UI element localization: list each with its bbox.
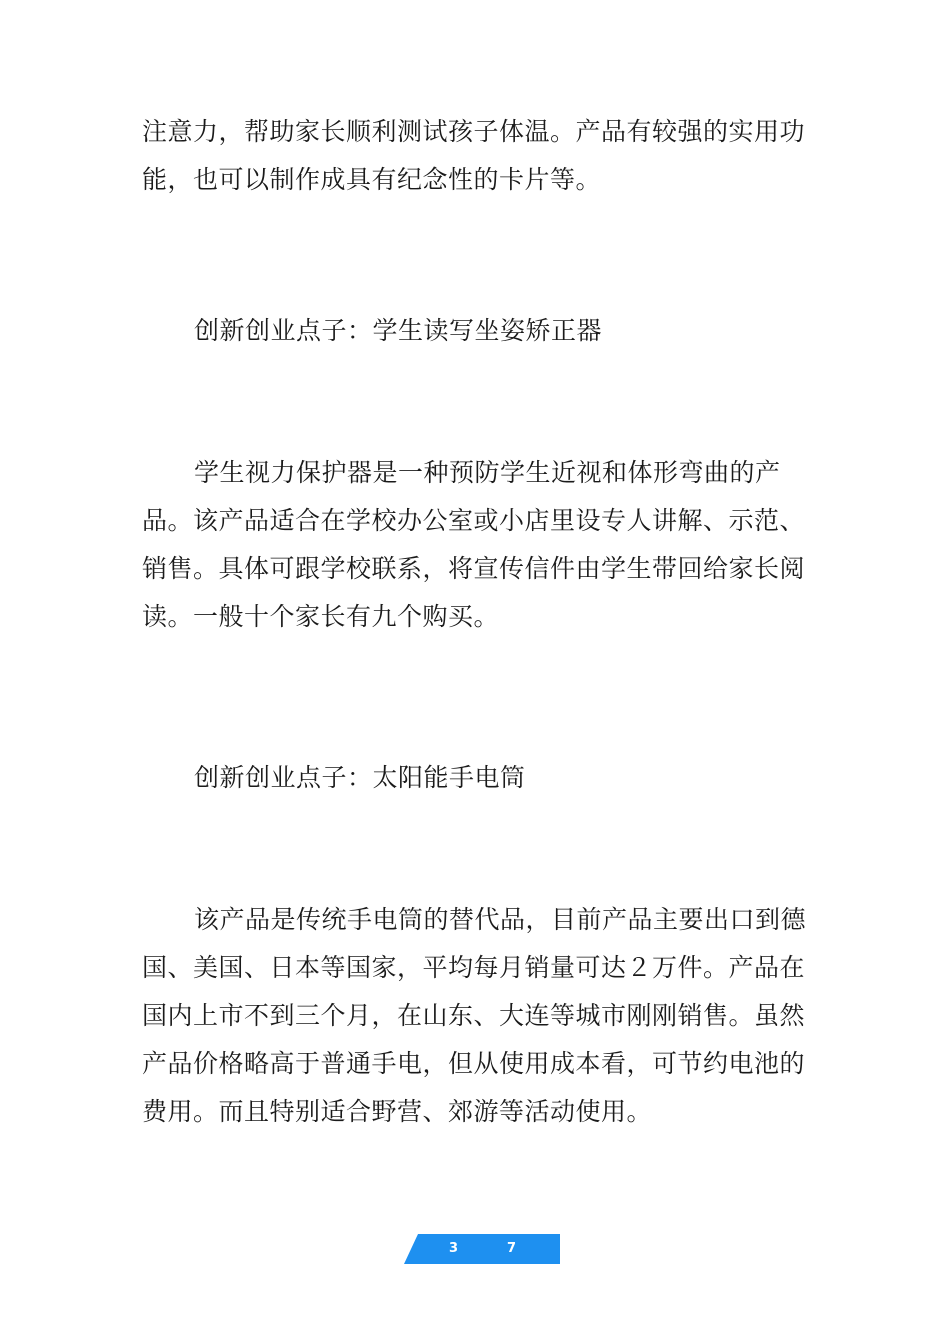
paragraph-text: 学生视力保护器是一种预防学生近视和体形弯曲的产品。该产品适合在学校办公室或小店里设专人讲解、示范、销售。具体可跟学校联系，将宣传信件由学生带回给家长阅读。一般十个家长有九个购买。 [142,458,806,631]
paragraph-solar-flashlight [142,896,822,1136]
section-heading-posture-corrector: 创新创业点子：学生读写坐姿矫正器 [194,316,603,345]
page-number-badge [404,1234,560,1264]
current-page-number: 3 [449,1241,459,1256]
paragraph-continuation [142,108,822,204]
section-heading-solar-flashlight: 创新创业点子：太阳能手电筒 [194,763,526,792]
page-badge-shape [404,1234,560,1264]
total-pages-number: 7 [507,1241,517,1256]
paragraph-text: 该产品是传统手电筒的替代品，目前产品主要出口到德国、美国、日本等国家，平均每月销量可达２万件。产品在国内上市不到三个月，在山东、大连等城市刚刚销售。虽然产品价格略高于普通手电，但从使用成本看，可节约电池的费用。而且特别适合野营、郊游等活动使用。 [142,905,807,1126]
paragraph-posture-corrector [142,449,822,641]
paragraph-text: 注意力，帮助家长顺利测试孩子体温。产品有较强的实用功能，也可以制作成具有纪念性的卡片等。 [142,117,806,194]
